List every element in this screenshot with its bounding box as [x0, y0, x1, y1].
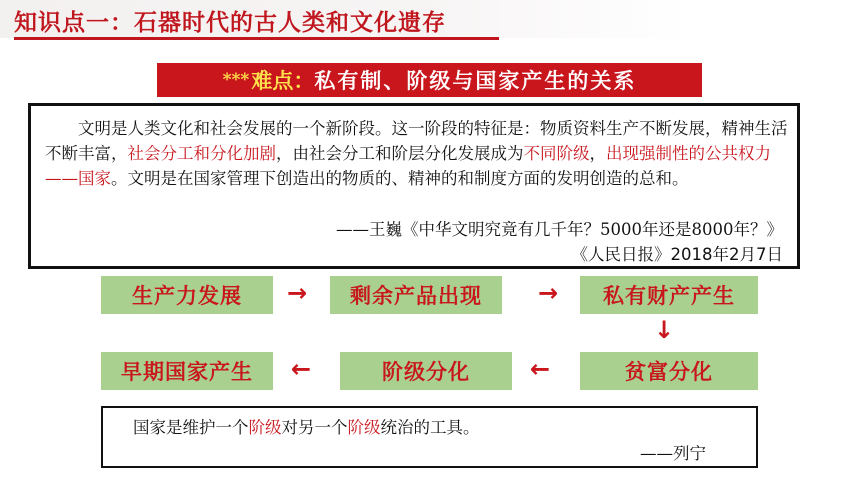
lenin-text-2: 对另一个 [281, 418, 348, 437]
quote-source-newspaper: 《人民日报》2018年2月7日 [571, 245, 783, 264]
banner-label: 难点： [251, 68, 315, 93]
flow-box-productivity: 生产力发展 [101, 276, 273, 314]
title-underline [14, 37, 499, 40]
banner-text: 私有制、阶级与国家产生的关系 [314, 68, 637, 93]
lenin-source: ——列宁 [640, 444, 706, 463]
quote-box [28, 103, 800, 269]
difficulty-banner [157, 63, 702, 97]
arrow-down-icon: ↓ [654, 316, 675, 344]
lenin-quote-text [133, 414, 480, 438]
flow-box-private-property: 私有财产产生 [580, 276, 758, 314]
quote-text-4: 。文明是在国家管理下创造出的物质的、精神的和制度方面的发明创造的总和。 [111, 169, 689, 188]
lenin-text-3: 统治的工具。 [380, 418, 480, 437]
arrow-right-icon: → [538, 279, 559, 307]
banner-stars: *** [222, 70, 250, 90]
quote-highlight-2: 不同阶级 [523, 144, 590, 163]
arrow-left-icon: ← [530, 355, 551, 383]
quote-text-2: ，由社会分工和阶层分化发展成为 [276, 144, 524, 163]
page-title: 知识点一：石器时代的古人类和文化遗存 [14, 9, 446, 36]
quote-highlight-1: 社会分工和分化加剧 [127, 144, 276, 163]
quote-highlight-3: 出现强制性的公共权力——国家 [45, 144, 771, 188]
flow-box-surplus: 剩余产品出现 [330, 276, 502, 314]
lenin-highlight-2: 阶级 [347, 418, 381, 437]
quote-text-3: ， [589, 144, 606, 163]
quote-source-author: ——王巍《中华文明究竟有几千年？5000年还是8000年？》 [336, 220, 783, 239]
flow-box-wealth-gap: 贫富分化 [580, 352, 758, 390]
flow-box-class-division: 阶级分化 [340, 352, 512, 390]
lenin-text-1: 国家是维护一个 [133, 418, 249, 437]
quote-text-1: 文明是人类文化和社会发展的一个新阶段。这一阶段的特征是：物质资料生产不断发展，精神生活不断丰富， [45, 119, 788, 163]
arrow-left-icon: ← [291, 355, 312, 383]
flow-box-early-state: 早期国家产生 [101, 352, 273, 390]
quote-paragraph [45, 116, 791, 191]
lenin-quote-box [101, 406, 758, 468]
lenin-highlight-1: 阶级 [248, 418, 282, 437]
arrow-right-icon: → [287, 279, 308, 307]
